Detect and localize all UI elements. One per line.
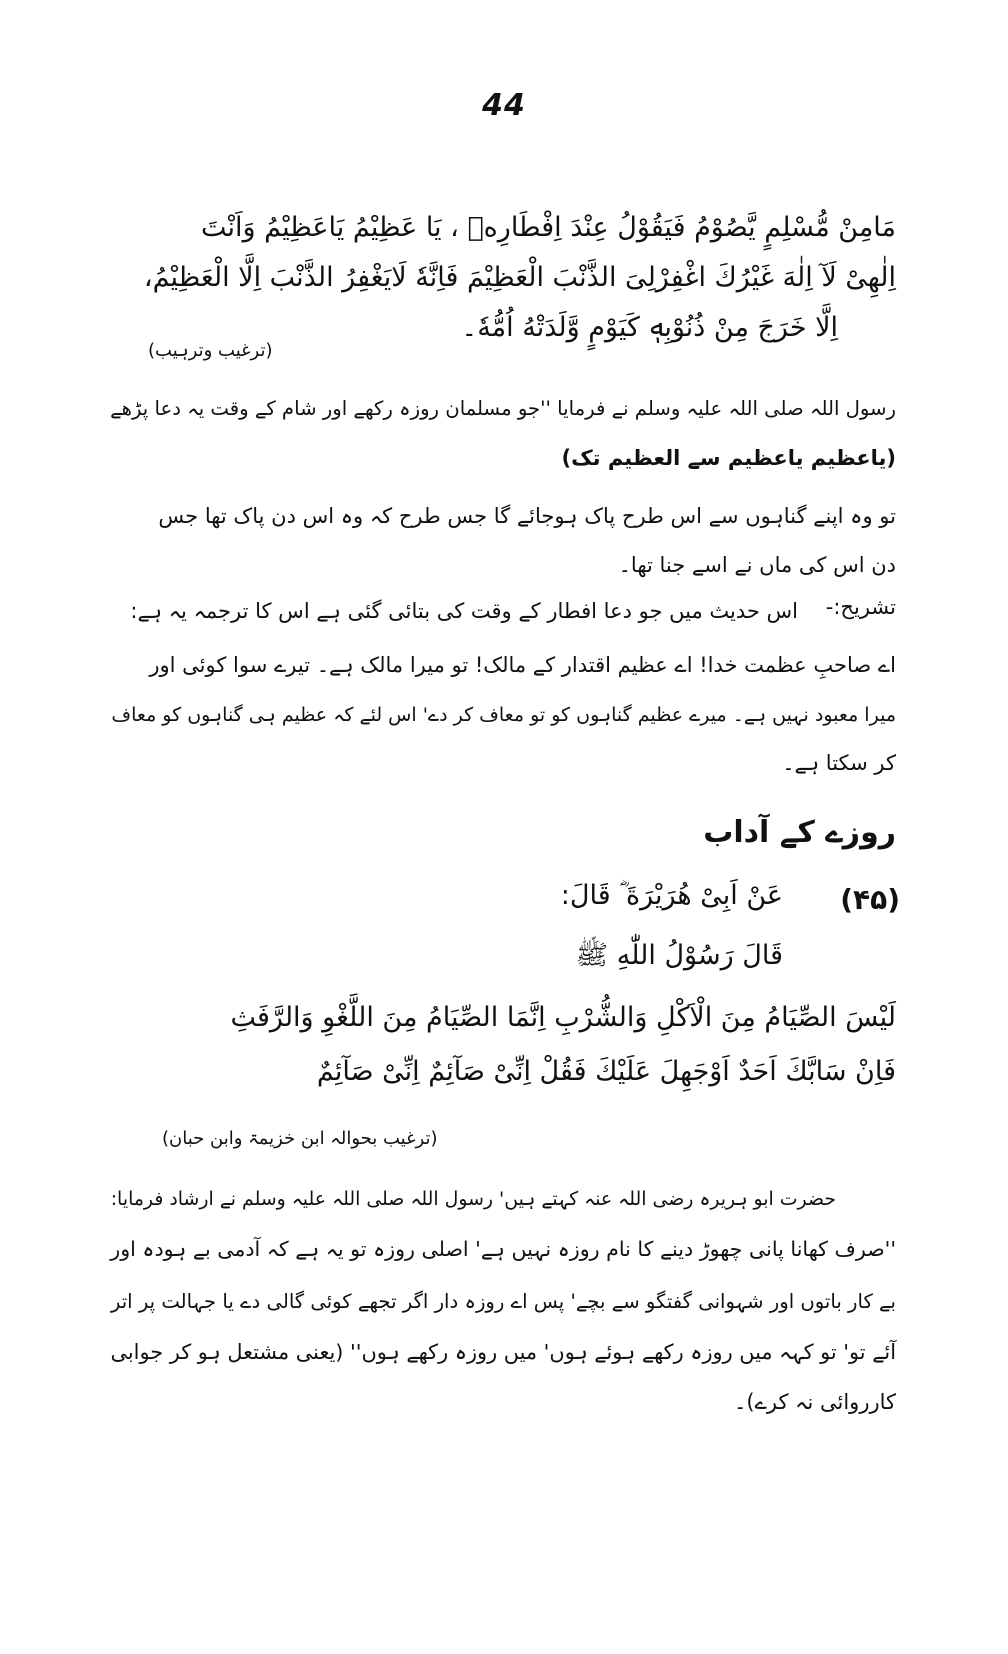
hadith-2-arabic-line-3: لَيْسَ الصِّيَامُ مِنَ الْاَكْلِ وَالشُّرْبِ اِنَّمَا الصِّيَامُ مِنَ اللَّغْوِ وَالرَّفَثِ — [230, 1002, 896, 1033]
translation-line-1: اے صاحبِ عظمت خدا! اے عظیم اقتدار کے مالک! تو میرا مالک ہے۔ تیرے سوا کوئی اور — [149, 653, 896, 677]
translation-line-2: میرا معبود نہیں ہے۔ میرے عظیم گناہوں کو تو معاف کر دے' اس لئے کہ عظیم ہی گناہوں کو معاف — [111, 704, 896, 726]
hadith-2-urdu-line-3: بے کار باتوں اور شہوانی گفتگو سے بچے' پس اے روزہ دار اگر تجھے کوئی گالی دے یا جہالت پر اتر — [110, 1290, 896, 1313]
hadith-1-urdu-line-1: رسول اللہ صلی اللہ علیہ وسلم نے فرمایا ''جو مسلمان روزہ رکھے اور شام کے وقت یہ دعا پڑھے — [110, 397, 896, 420]
hadith-2-urdu-line-1: حضرت ابو ہریرہ رضی اللہ عنہ کہتے ہیں' رسول اللہ صلی اللہ علیہ وسلم نے ارشاد فرمایا: — [110, 1188, 836, 1210]
hadith-1-urdu-line-3: تو وہ اپنے گناہوں سے اس طرح پاک ہوجائے گا جس طرح کہ وہ اس دن پاک تھا جس — [158, 504, 896, 528]
hadith-2-urdu-line-4: آئے تو' تو کہہ میں روزہ رکھے ہوئے ہوں' میں روزہ رکھے ہوں'' (یعنی مشتعل ہو کر جوابی — [110, 1340, 896, 1364]
sharah-label: تشریح:- — [825, 595, 896, 619]
hadith-2-reference: (ترغیب بحوالہ ابن خزیمۃ وابن حبان) — [162, 1128, 438, 1149]
hadith-1-arabic-line-1: مَامِنْ مُّسْلِمٍ يَّصُوْمُ فَيَقُوْلُ عِنْدَ اِفْطَارِهٖ ، يَا عَظِيْمُ يَاعَظِيْمُ وَاَنْتَ — [201, 212, 896, 243]
hadith-1-reference: (ترغیب وترہیب) — [148, 340, 273, 361]
sharah-intro: اس حدیث میں جو دعا افطار کے وقت کی بتائی گئی ہے اس کا ترجمہ یہ ہے: — [130, 599, 798, 623]
hadith-2-urdu-line-5: کارروائی نہ کرے)۔ — [734, 1390, 896, 1414]
hadith-2-arabic-line-4: فَاِنْ سَابَّكَ اَحَدٌ اَوْجَهِلَ عَلَيْكَ فَقُلْ اِنِّىْ صَآئِمٌ اِنِّىْ صَآئِمٌ — [316, 1056, 896, 1087]
hadith-1-urdu-line-4: دن اس کی ماں نے اسے جنا تھا۔ — [618, 553, 896, 577]
hadith-2-arabic-line-1: عَنْ اَبِىْ هُرَيْرَةَ ؓ قَالَ: — [560, 880, 783, 911]
hadith-1-urdu-line-2: (یاعظیم یاعظیم سے العظیم تک) — [561, 446, 896, 470]
hadith-1-arabic-line-2: اِلٰهِىْ لَآ اِلٰهَ غَيْرُكَ اغْفِرْلِىَ الذَّنْبَ الْعَظِيْمَ فَاِنَّهٗ لَايَغْفِرُ الذَّنْبَ اِلَّا الْعَظِيْمُ، — [143, 262, 896, 293]
translation-line-3: کر سکتا ہے۔ — [782, 751, 896, 775]
hadith-2-number: (۴۵) — [840, 883, 900, 916]
hadith-2-arabic-line-2: قَالَ رَسُوْلُ اللّٰهِ ﷺ — [575, 940, 783, 971]
hadith-2-urdu-line-2: ''صرف کھانا پانی چھوڑ دینے کا نام روزہ نہیں ہے' اصلی روزہ تو یہ ہے کہ آدمی بے ہودہ اور — [110, 1237, 896, 1261]
page-number: 44 — [482, 88, 526, 123]
hadith-1-arabic-line-3: اِلَّا خَرَجَ مِنْ ذُنُوْبِهٖ كَيَوْمٍ وَّلَدَتْهُ اُمُّهٗ۔ — [461, 312, 838, 343]
section-heading: روزے کے آداب — [703, 815, 896, 850]
